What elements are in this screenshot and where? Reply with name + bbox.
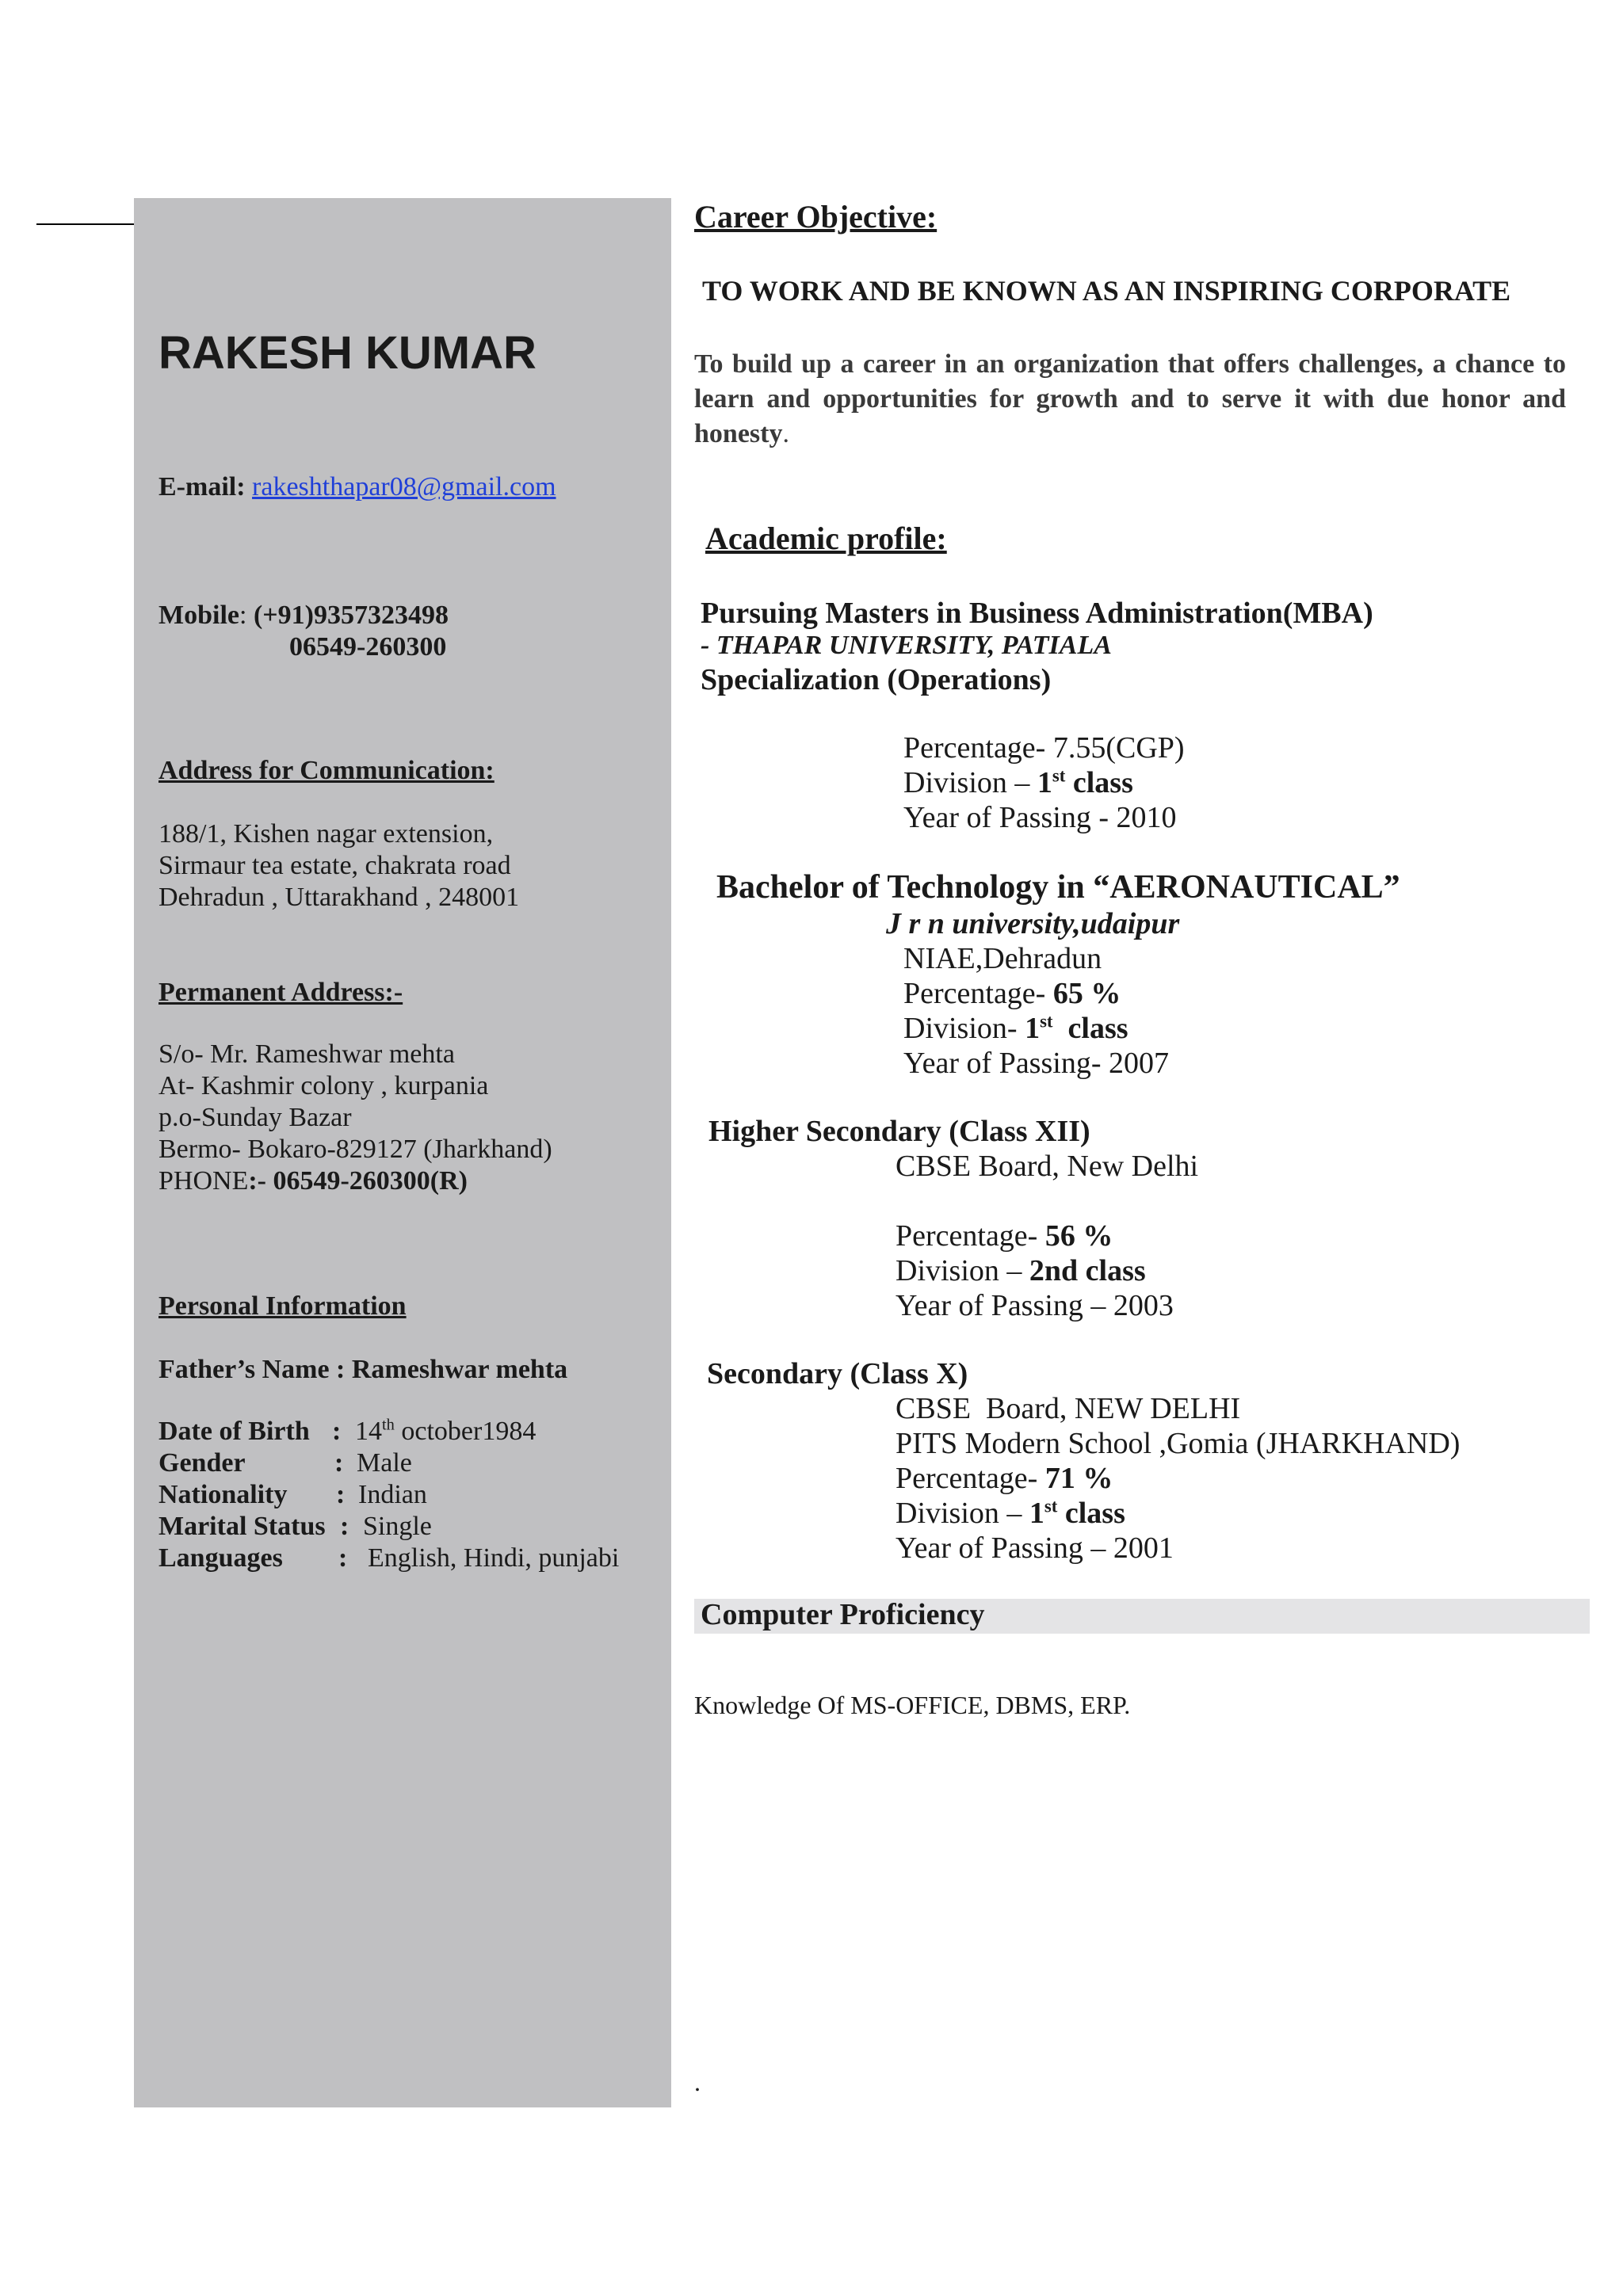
ssc-division-prefix: Division – <box>896 1497 1029 1530</box>
dob-label: Date of Birth <box>158 1417 310 1446</box>
btech-percentage-label: Percentage- <box>903 977 1053 1010</box>
dob-rest: october1984 <box>394 1417 537 1446</box>
hsc-percentage <box>896 1219 1113 1253</box>
ssc-board: CBSE Board, NEW DELHI <box>896 1392 1241 1425</box>
perm-address-line-2: At- Kashmir colony , kurpania <box>158 1071 489 1100</box>
mba-division-num: 1 <box>1037 766 1052 799</box>
comm-address-title: Address for Communication: <box>158 756 495 785</box>
career-paragraph-text: To build up a career in an organization that offers challenges, a chance to learn and opportunities for growth and to serve it with due honor and honesty <box>694 349 1566 448</box>
career-objective-title: Career Objective: <box>694 199 938 235</box>
computer-proficiency-text: Knowledge Of MS-OFFICE, DBMS, ERP. <box>694 1691 1131 1719</box>
mba-specialization: Specialization (Operations) <box>701 663 1052 696</box>
footer-dot: . <box>694 2068 701 2096</box>
hsc-division-value: 2nd class <box>1029 1254 1146 1287</box>
dob-colon: : <box>332 1417 342 1446</box>
perm-address-line-1: S/o- Mr. Rameshwar mehta <box>158 1039 455 1069</box>
computer-proficiency-title: Computer Proficiency <box>701 1598 985 1631</box>
comm-address-line-1: 188/1, Kishen nagar extension, <box>158 819 494 849</box>
hsc-division <box>896 1253 1146 1288</box>
marital-colon: : <box>340 1512 349 1541</box>
btech-percentage <box>903 976 1121 1011</box>
ssc-percentage-value: 71 % <box>1044 1462 1113 1495</box>
mobile-sep: : <box>239 601 247 630</box>
dob-day: 14 <box>355 1417 382 1446</box>
phone-value: :- 06549-260300(R) <box>248 1166 468 1196</box>
candidate-name: RAKESH KUMAR <box>158 327 537 379</box>
email-line <box>158 472 556 502</box>
btech-division-sup: st <box>1040 1011 1053 1032</box>
dob-suffix: th <box>382 1416 395 1434</box>
perm-address-title: Permanent Address:- <box>158 978 403 1007</box>
mba-year: Year of Passing - 2010 <box>903 801 1177 834</box>
personal-info-title: Personal Information <box>158 1291 407 1321</box>
ssc-division-suffix: class <box>1057 1497 1125 1530</box>
comm-address-line-2: Sirmaur tea estate, chakrata road <box>158 851 511 880</box>
btech-division-num: 1 <box>1025 1012 1041 1045</box>
languages-value: English, Hindi, punjabi <box>368 1543 620 1573</box>
phone-line <box>158 1166 468 1196</box>
mba-division-sup: st <box>1052 765 1066 786</box>
gender-value: Male <box>357 1448 412 1478</box>
btech-percentage-value: 65 % <box>1052 977 1121 1010</box>
career-paragraph-period: . <box>782 419 789 448</box>
mobile-number-2: 06549-260300 <box>289 632 447 662</box>
nationality-label: Nationality <box>158 1480 288 1509</box>
hsc-percentage-label: Percentage- <box>896 1219 1045 1253</box>
btech-division <box>903 1011 1128 1046</box>
btech-degree: Bachelor of Technology in “AERONAUTICAL” <box>716 869 1400 906</box>
ssc-division-num: 1 <box>1029 1497 1044 1530</box>
hsc-year: Year of Passing – 2003 <box>896 1289 1174 1322</box>
ssc-percentage <box>896 1461 1113 1496</box>
mba-division-prefix: Division – <box>903 766 1037 799</box>
mba-division <box>903 765 1133 800</box>
gender-label: Gender <box>158 1448 246 1478</box>
mba-percentage: Percentage- 7.55(CGP) <box>903 731 1185 765</box>
btech-institute: NIAE,Dehradun <box>903 942 1102 975</box>
ssc-school: PITS Modern School ,Gomia (JHARKHAND) <box>896 1427 1461 1460</box>
languages-colon: : <box>338 1543 348 1573</box>
ssc-title: Secondary (Class X) <box>707 1357 968 1390</box>
mba-university: - THAPAR UNIVERSITY, PATIALA <box>701 631 1112 660</box>
btech-division-suffix: class <box>1052 1012 1128 1045</box>
career-paragraph <box>694 347 1566 452</box>
ssc-year: Year of Passing – 2001 <box>896 1531 1174 1565</box>
ssc-percentage-label: Percentage- <box>896 1462 1045 1495</box>
nationality-value: Indian <box>358 1480 427 1509</box>
mobile-label: Mobile <box>158 601 239 630</box>
ssc-division <box>896 1496 1125 1531</box>
marital-value: Single <box>363 1512 432 1541</box>
mba-division-suffix: class <box>1065 766 1133 799</box>
btech-division-prefix: Division- <box>903 1012 1025 1045</box>
gender-colon: : <box>334 1448 344 1478</box>
father-name: Father’s Name : Rameshwar mehta <box>158 1355 568 1384</box>
phone-label: PHONE <box>158 1166 249 1196</box>
career-headline: TO WORK AND BE KNOWN AS AN INSPIRING CORPORATE <box>702 275 1511 307</box>
hsc-title: Higher Secondary (Class XII) <box>708 1115 1090 1148</box>
languages-label: Languages <box>158 1543 283 1573</box>
comm-address-line-3: Dehradun , Uttarakhand , 248001 <box>158 883 520 912</box>
perm-address-line-4: Bermo- Bokaro-829127 (Jharkhand) <box>158 1135 552 1164</box>
nationality-colon: : <box>336 1480 346 1509</box>
btech-university: J r n university,udaipur <box>886 907 1180 940</box>
btech-year: Year of Passing- 2007 <box>903 1047 1169 1080</box>
ssc-division-sup: st <box>1044 1496 1058 1516</box>
hsc-division-prefix: Division – <box>896 1254 1029 1287</box>
email-label: E-mail: <box>158 472 246 502</box>
mobile-line <box>158 601 449 631</box>
dob-value <box>355 1417 536 1447</box>
email-link[interactable]: rakeshthapar08@gmail.com <box>252 472 556 502</box>
header-rule <box>36 223 140 225</box>
mobile-number-1: (+91)9357323498 <box>253 601 449 630</box>
hsc-board: CBSE Board, New Delhi <box>896 1150 1199 1183</box>
mba-degree: Pursuing Masters in Business Administration(MBA) <box>701 597 1373 630</box>
perm-address-line-3: p.o-Sunday Bazar <box>158 1103 352 1132</box>
academic-profile-title: Academic profile: <box>705 521 947 556</box>
hsc-percentage-value: 56 % <box>1044 1219 1113 1253</box>
marital-label: Marital Status <box>158 1512 326 1541</box>
